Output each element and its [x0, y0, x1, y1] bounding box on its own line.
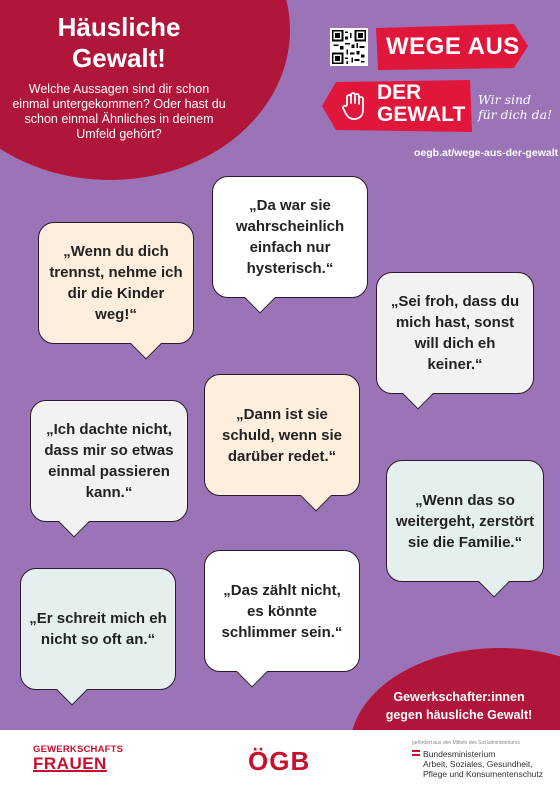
logo-der: DER: [377, 81, 422, 104]
title-line-2: Gewalt!: [72, 43, 166, 73]
qr-code-icon[interactable]: [330, 28, 368, 66]
bubble-text: „Dann ist sie schuld, wenn sie darüber redet.“: [221, 405, 343, 465]
title-line-1: Häusliche: [57, 12, 181, 42]
page-title: [14, 12, 224, 74]
speech-bubble: [30, 400, 188, 522]
logo-slogan: [478, 92, 552, 122]
ministry-line-3: Pflege und Konsumentenschutz: [423, 769, 544, 779]
oegb-logo: ÖGB: [248, 746, 311, 776]
raised-hand-icon: [341, 92, 367, 120]
logo-slogan-line-2: für dich da!: [478, 107, 553, 122]
bubble-text: „Wenn du dich trennst, nehme ich dir die Kinder weg!“: [49, 243, 183, 323]
slogan-line-1: Gewerkschafter:innen: [393, 690, 525, 704]
speech-bubble: [204, 550, 360, 672]
ministry-line-1: Bundesministerium: [423, 749, 496, 759]
austrian-flag-icon: [412, 750, 420, 756]
campaign-slogan: [366, 688, 552, 724]
bubble-text: „Da war sie wahrscheinlich einfach nur hysterisch.“: [235, 197, 345, 277]
logo-slogan-line-1: Wir sind: [478, 92, 532, 107]
gf-logo-line-2: FRAUEN: [33, 754, 107, 773]
bubble-text: „Wenn das so weitergeht, zerstört sie die Familie.“: [395, 491, 535, 551]
ministry-logo: [412, 740, 543, 779]
speech-bubble: [376, 272, 534, 394]
speech-bubble: [38, 222, 194, 344]
speech-bubble: [204, 374, 360, 496]
bubble-text: „Das zählt nicht, es könnte schlimmer sein.“: [221, 581, 343, 641]
subtitle: Welche Aussagen sind dir schon einmal untergekommen? Oder hast du schon einmal Ähnliches in deinem Umfeld gehört?: [12, 82, 226, 141]
speech-bubble: [212, 176, 368, 298]
slogan-line-2: gegen häusliche Gewalt!: [385, 708, 533, 722]
footer: [0, 730, 560, 790]
logo-line-1: WEGE AUS: [386, 33, 520, 60]
ministry-line-2: Arbeit, Soziales, Gesundheit,: [423, 759, 533, 769]
bubble-text: „Er schreit mich eh nicht so oft an.“: [29, 610, 167, 648]
website-link[interactable]: oegb.at/wege-aus-der-gewalt: [414, 147, 559, 159]
speech-bubble: [20, 568, 176, 690]
bubble-text: „Sei froh, dass du mich hast, sonst will dich eh keiner.“: [390, 293, 520, 373]
speech-bubble: [386, 460, 544, 582]
logo-gewalt: GEWALT: [377, 103, 466, 126]
bubble-text: „Ich dachte nicht, dass mir so etwas einmal passieren kann.“: [44, 421, 174, 501]
gewerkschaftsfrauen-logo: [33, 744, 123, 772]
logo-line-2: [377, 82, 465, 126]
funding-note: gefördert aus den Mitteln des Sozialministeriums: [412, 740, 520, 746]
gf-logo-line-1: GEWERKSCHAFTS: [33, 744, 124, 755]
